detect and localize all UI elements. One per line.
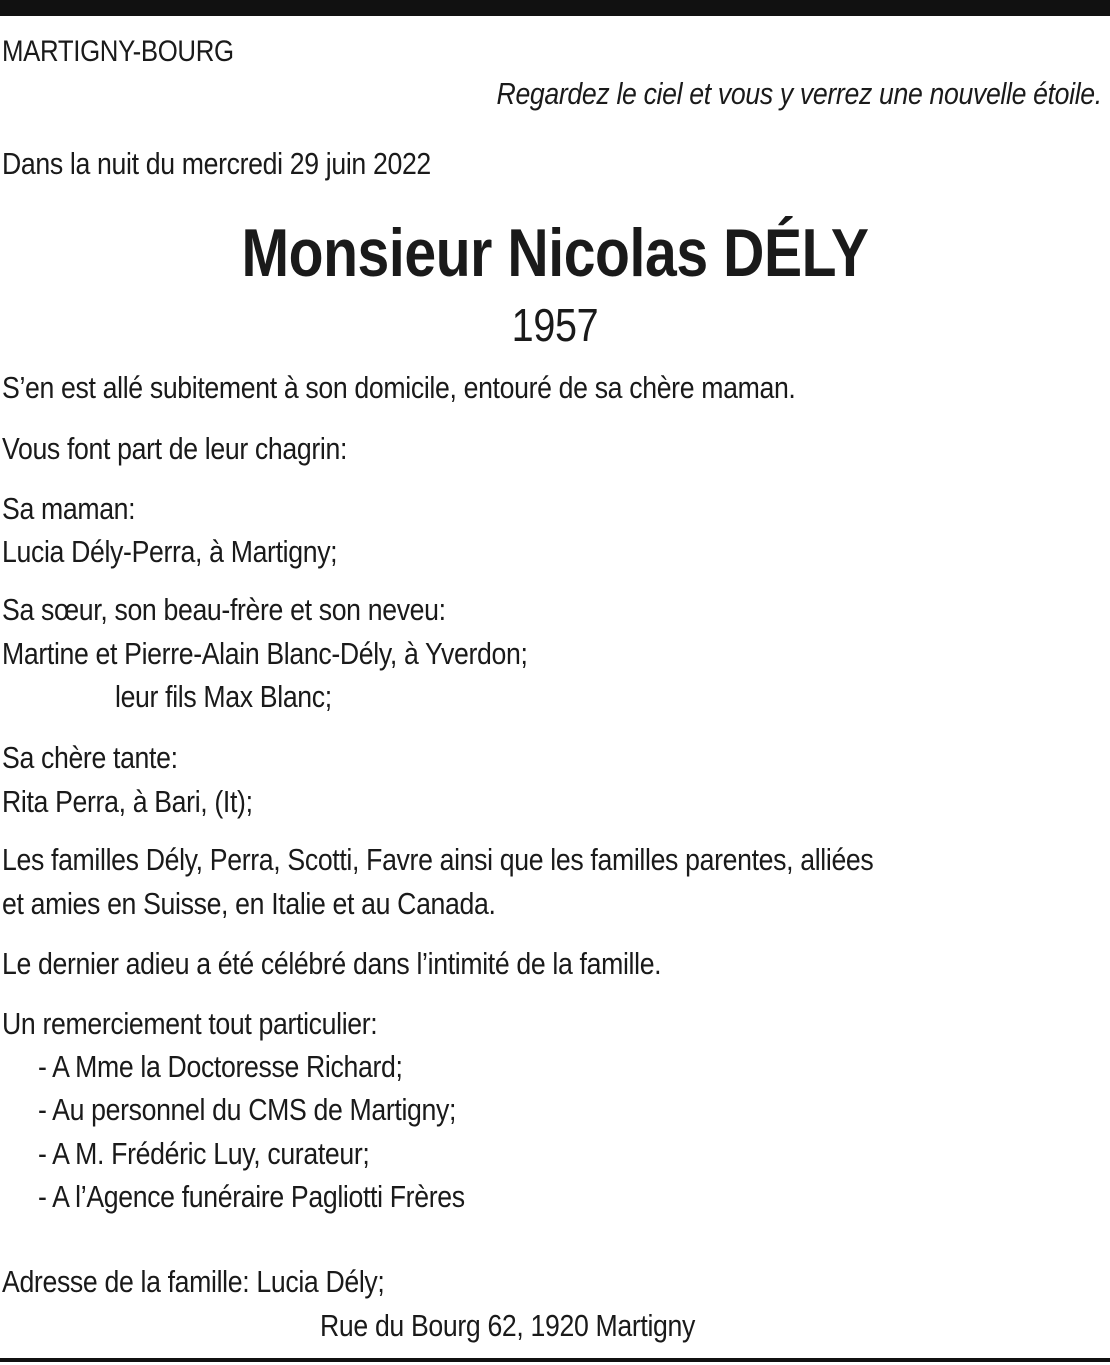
thanks-label: Un remerciement tout particulier: (2, 1006, 378, 1041)
thanks-item: - A Mme la Doctoresse Richard; (38, 1049, 403, 1084)
birth-year: 1957 (511, 299, 599, 351)
bottom-rule (0, 1358, 1110, 1362)
families-line-1: Les familles Dély, Perra, Scotti, Favre ainsi que les familles parentes, alliées (2, 842, 874, 877)
deceased-name: Monsieur Nicolas DÉLY (241, 215, 869, 291)
nephew-name: leur fils Max Blanc; (115, 679, 332, 714)
aunt-name: Rita Perra, à Bari, (It); (2, 784, 253, 819)
farewell-text: Le dernier adieu a été célébré dans l’intimité de la famille. (2, 946, 662, 981)
date-line: Dans la nuit du mercredi 29 juin 2022 (2, 146, 431, 181)
sister-label: Sa sœur, son beau-frère et son neveu: (2, 592, 446, 627)
family-address-line-1: Adresse de la famille: Lucia Dély; (2, 1264, 385, 1299)
thanks-item: - Au personnel du CMS de Martigny; (38, 1092, 457, 1127)
intro-text: Vous font part de leur chagrin: (2, 431, 348, 466)
circumstances-text: S’en est allé subitement à son domicile, entouré de sa chère maman. (2, 370, 796, 405)
top-rule (0, 0, 1110, 16)
motto: Regardez le ciel et vous y verrez une nouvelle étoile. (496, 76, 1102, 111)
families-line-2: et amies en Suisse, en Italie et au Canada. (2, 886, 496, 921)
thanks-item: - A l’Agence funéraire Pagliotti Frères (38, 1179, 465, 1214)
thanks-item: - A M. Frédéric Luy, curateur; (38, 1136, 370, 1171)
family-address-line-2: Rue du Bourg 62, 1920 Martigny (320, 1308, 696, 1343)
place-header: MARTIGNY-BOURG (2, 35, 234, 68)
mother-name: Lucia Dély-Perra, à Martigny; (2, 534, 338, 569)
aunt-label: Sa chère tante: (2, 740, 178, 775)
sister-name: Martine et Pierre-Alain Blanc-Dély, à Yverdon; (2, 636, 528, 671)
mother-label: Sa maman: (2, 491, 136, 526)
